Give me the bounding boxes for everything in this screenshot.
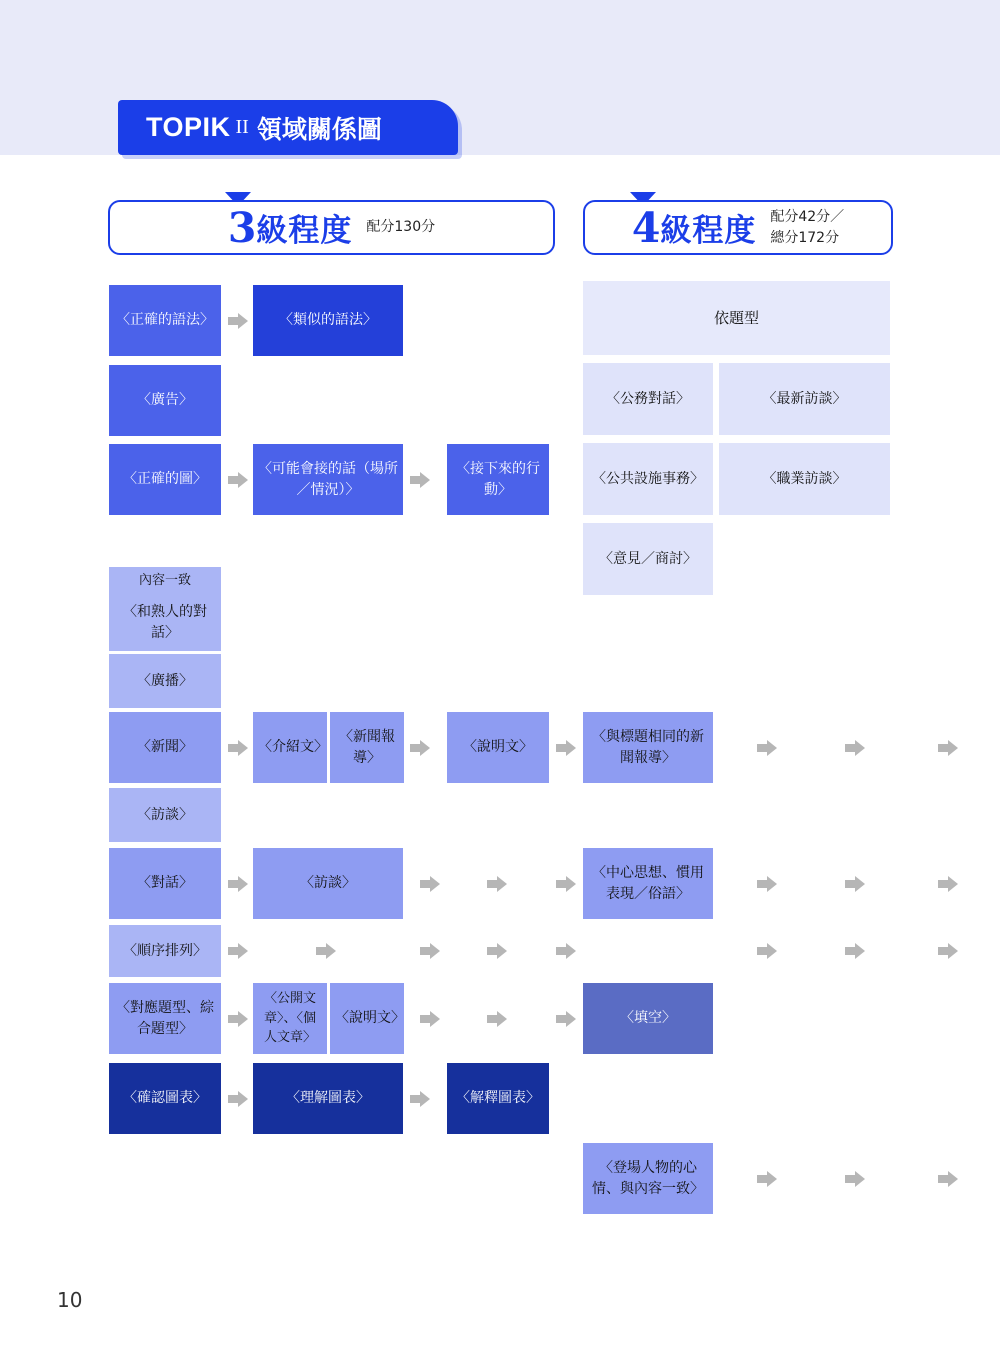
arrow-dialogue-row-5 [556, 876, 576, 892]
level4-score-line1: 配分42分／ [770, 209, 845, 226]
arrow-ordering-row-1 [228, 943, 248, 959]
level4-item-opinion-discussion: 〈意見／商討〉 [583, 523, 713, 595]
arrow-dialogue-row-3 [420, 876, 440, 892]
arrow-report-to-explain [410, 740, 430, 756]
node-explain-text: 〈說明文〉 [447, 712, 549, 783]
page-title [128, 107, 448, 148]
level3-label: 級程度 [256, 213, 353, 249]
arrow-feeling-row-3 [938, 1171, 958, 1187]
arrow-ordering-row-7 [845, 943, 865, 959]
page-number: 10 [57, 1288, 83, 1312]
node-content-match: 內容一致 [109, 567, 221, 595]
arrow-ordering-row-6 [757, 943, 777, 959]
node-main-idea: 〈中心思想、慣用表現／俗語〉 [583, 848, 713, 919]
node-ordering: 〈順序排列〉 [109, 925, 221, 977]
node-similar-grammar: 〈類似的語法〉 [253, 285, 403, 356]
node-same-title-news: 〈與標題相同的新聞報導〉 [583, 712, 713, 783]
arrow-understand-to-interpret [410, 1091, 430, 1107]
level4-score [770, 207, 844, 248]
header-white-strip [0, 155, 1000, 175]
level3-header [108, 200, 555, 255]
level4-number: 4 [631, 203, 661, 252]
arrow-news-row-5 [757, 740, 777, 756]
arrow-dialogue-row-7 [845, 876, 865, 892]
arrow-ordering-row-2 [316, 943, 336, 959]
node-character-feeling: 〈登場人物的心情、與內容一致〉 [583, 1143, 713, 1214]
arrow-dialogue-row-4 [487, 876, 507, 892]
level4-item-public-facility: 〈公共設施事務〉 [583, 443, 713, 515]
node-dialogue: 〈對話〉 [109, 848, 221, 919]
level4-label: 級程度 [660, 213, 757, 249]
node-understand-chart: 〈理解圖表〉 [253, 1063, 403, 1134]
node-correct-picture: 〈正確的圖〉 [109, 444, 221, 515]
node-news-report: 〈新聞報導〉 [330, 712, 404, 783]
node-public-personal-text: 〈公開文章〉、〈個人文章〉 [253, 983, 327, 1054]
arrow-picture-to-reply [228, 472, 248, 488]
node-confirm-chart: 〈確認圖表〉 [109, 1063, 221, 1134]
title-text: 領域關係圖 [256, 114, 382, 144]
level4-item-job-interview: 〈職業訪談〉 [719, 443, 890, 515]
node-interview: 〈訪談〉 [109, 788, 221, 842]
level3-number: 3 [227, 203, 257, 252]
level4-group-heading: 依題型 [583, 281, 890, 355]
arrow-reply-to-next-action [410, 472, 430, 488]
arrow-matching-row-3 [420, 1011, 440, 1027]
node-correct-grammar: 〈正確的語法〉 [109, 285, 221, 356]
arrow-ordering-row-3 [420, 943, 440, 959]
node-next-action: 〈接下來的行動〉 [447, 444, 549, 515]
arrow-feeling-row-1 [757, 1171, 777, 1187]
node-intro-text: 〈介紹文〉 [253, 712, 327, 783]
brand-label: TOPIK [146, 112, 231, 142]
node-explain-text-2: 〈說明文〉 [330, 983, 404, 1054]
level4-item-official-dialogue: 〈公務對話〉 [583, 363, 713, 435]
level4-score-line2: 總分172分 [770, 229, 840, 246]
arrow-matching-to-public [228, 1011, 248, 1027]
arrow-confirm-to-understand [228, 1091, 248, 1107]
node-familiar-dialogue: 〈和熟人的對話〉 [109, 595, 221, 651]
arrow-news-row-7 [938, 740, 958, 756]
node-news: 〈新聞〉 [109, 712, 221, 783]
level3-score: 配分130分 [366, 219, 436, 236]
level4-header [583, 200, 893, 255]
node-fill-blank: 〈填空〉 [583, 983, 713, 1054]
arrow-matching-row-5 [556, 1011, 576, 1027]
arrow-dialogue-row-6 [757, 876, 777, 892]
arrow-matching-row-4 [487, 1011, 507, 1027]
node-interview2: 〈訪談〉 [253, 848, 403, 919]
node-advertisement: 〈廣告〉 [109, 365, 221, 436]
node-possible-reply: 〈可能會接的話（場所／情況）〉 [253, 444, 403, 515]
brand-suffix-label: II [235, 116, 249, 138]
arrow-ordering-row-5 [556, 943, 576, 959]
arrow-dialogue-row-8 [938, 876, 958, 892]
arrow-explain-to-same-title [556, 740, 576, 756]
arrow-grammar-to-similar [228, 313, 248, 329]
arrow-feeling-row-2 [845, 1171, 865, 1187]
arrow-news-row-6 [845, 740, 865, 756]
node-interpret-chart: 〈解釋圖表〉 [447, 1063, 549, 1134]
node-broadcast: 〈廣播〉 [109, 654, 221, 708]
arrow-ordering-row-8 [938, 943, 958, 959]
level4-item-latest-interview: 〈最新訪談〉 [719, 363, 890, 435]
arrow-ordering-row-4 [487, 943, 507, 959]
node-matching-comprehensive: 〈對應題型、綜合題型〉 [109, 983, 221, 1054]
arrow-news-to-intro [228, 740, 248, 756]
arrow-dialogue-to-interview2 [228, 876, 248, 892]
